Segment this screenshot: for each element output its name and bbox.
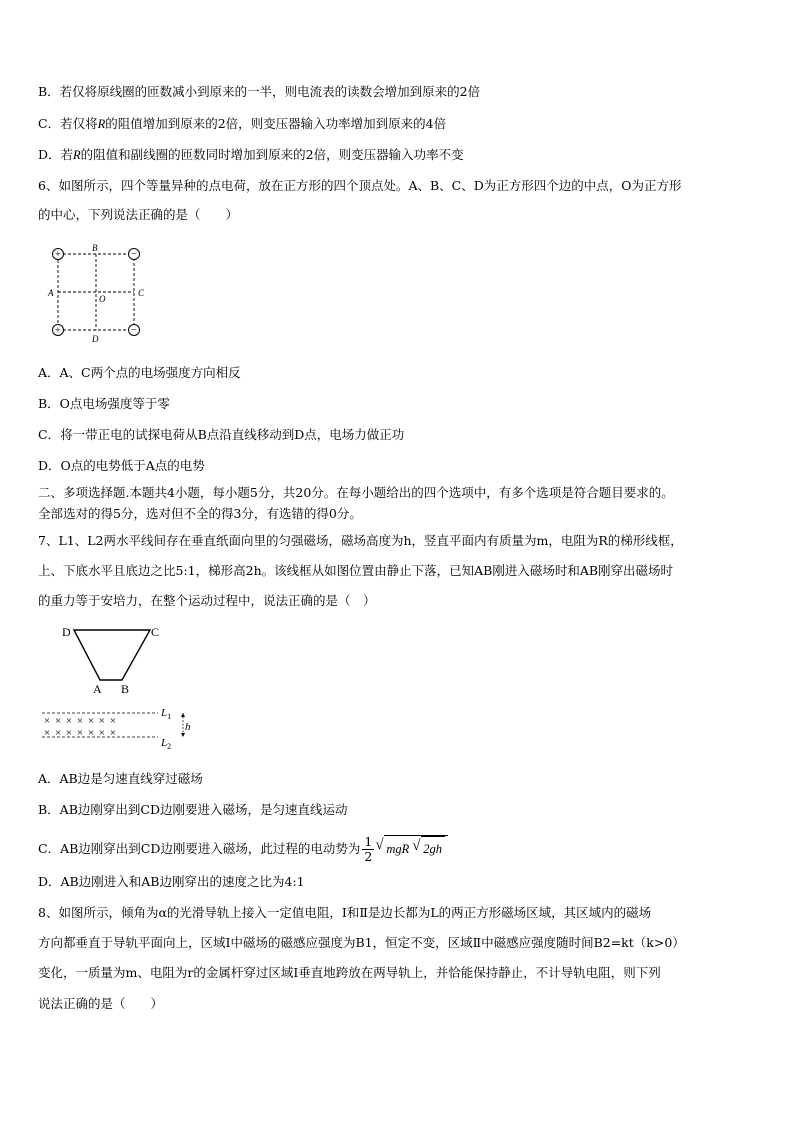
label-d: D [92, 334, 99, 344]
label-h: h [185, 721, 191, 733]
q7-trapezoid-field-figure [40, 620, 200, 755]
label-l2: $L_2$ [161, 737, 172, 751]
minus-charge-top-right: − [131, 249, 137, 260]
q7-stem-line-3: 的重力等于安培力，在整个运动过程中，说法正确的是（ ） [38, 593, 376, 608]
q8-stem-line-3: 变化，一质量为m、电阻为r的金属杆穿过区域Ⅰ垂直地跨放在两导轨上，并恰能保持静止，不计导轨电阻，则下列 [38, 965, 661, 980]
label-d: D [62, 625, 71, 639]
q6-stem-line-2: 的中心，下列说法正确的是（ ） [38, 207, 239, 222]
label-a: A [93, 682, 102, 696]
q6-option-a: A．A、C两个点的电场强度方向相反 [38, 365, 241, 380]
q6-option-d: D．O点的电势低于A点的电势 [38, 458, 205, 473]
q5-option-c: C．若仅将R的阻值增加到原来的2倍，则变压器输入功率增加到原来的4倍 [38, 116, 447, 131]
label-c: C [151, 625, 160, 639]
q6-stem-line-1: 6、如图所示，四个等量异种的点电荷，放在正方形的四个顶点处。A、B、C、D为正方形四个边的中点，O为正方形 [38, 178, 682, 193]
q6-charge-square-figure [44, 240, 154, 350]
q7-option-b: B．AB边刚穿出到CD边刚要进入磁场，是匀速直线运动 [38, 802, 348, 817]
q8-stem-line-4: 说法正确的是（ ） [38, 996, 164, 1011]
q6-option-c: C．将一带正电的试探电荷从B点沿直线移动到D点，电场力做正功 [38, 427, 405, 442]
fraction-one-half: $\frac{1}{2}$ [364, 834, 373, 864]
q7-option-d: D．AB边刚进入和AB边刚穿出的速度之比为4:1 [38, 874, 305, 889]
q5-option-d: D．若R的阻值和副线圈的匝数同时增加到原来的2倍，则变压器输入功率不变 [38, 147, 464, 162]
magnetic-field-cross-row-1: × × × × × × × [44, 715, 117, 727]
plus-charge-top-left: + [55, 249, 61, 261]
q8-stem-line-2: 方向都垂直于导轨平面向上，区域Ⅰ中磁场的磁感应强度为B1，恒定不变，区域Ⅱ中磁感应强度随时间B2=kt（k>0） [38, 935, 685, 950]
label-c: C [138, 288, 145, 298]
label-b: B [92, 243, 98, 253]
label-a: A [48, 288, 54, 298]
q7-stem-line-1: 7、L1、L2两水平线间存在垂直纸面向里的匀强磁场，磁场高度为h，竖直平面内有质量为m，电阻为R的梯形线框， [38, 533, 683, 548]
minus-charge-bottom-right: − [131, 325, 137, 336]
q8-stem-line-1: 8、如图所示，倾角为α的光滑导轨上接入一定值电阻，Ⅰ和Ⅱ是边长都为L的两正方形磁场区域，其区域内的磁场 [38, 905, 652, 920]
sqrt-expression: √ mgR√ 2gh [384, 835, 448, 861]
q7-option-a: A．AB边是匀速直线穿过磁场 [38, 771, 203, 786]
q7-stem-line-2: 上、下底水平且底边之比5:1，梯形高2h。该线框从如图位置由静止下落，已知AB刚进入磁场时和AB刚穿出磁场时 [38, 563, 674, 578]
label-o: O [99, 294, 106, 304]
section-2-heading-line-1: 二、多项选择题.本题共4小题，每小题5分，共20分。在每小题给出的四个选项中，有多个选项是符合题目要求的。 [38, 485, 674, 500]
q5-option-b: B．若仅将原线圈的匝数减小到原来的一半，则电流表的读数会增加到原来的2倍 [38, 84, 481, 99]
q6-option-b: B．O点电场强度等于零 [38, 396, 170, 411]
plus-charge-bottom-left: + [55, 325, 61, 337]
magnetic-field-cross-row-2: × × × × × × × [44, 727, 117, 739]
q7-option-c: C．AB边刚穿出到CD边刚要进入磁场，此过程的电动势为 $\frac{1}{2}$ √ mgR√ 2gh [38, 835, 448, 864]
label-b: B [121, 682, 130, 696]
label-l1: $L_1$ [161, 707, 172, 721]
section-2-heading-line-2: 全部选对的得5分，选对但不全的得3分，有选错的得0分。 [38, 506, 362, 521]
